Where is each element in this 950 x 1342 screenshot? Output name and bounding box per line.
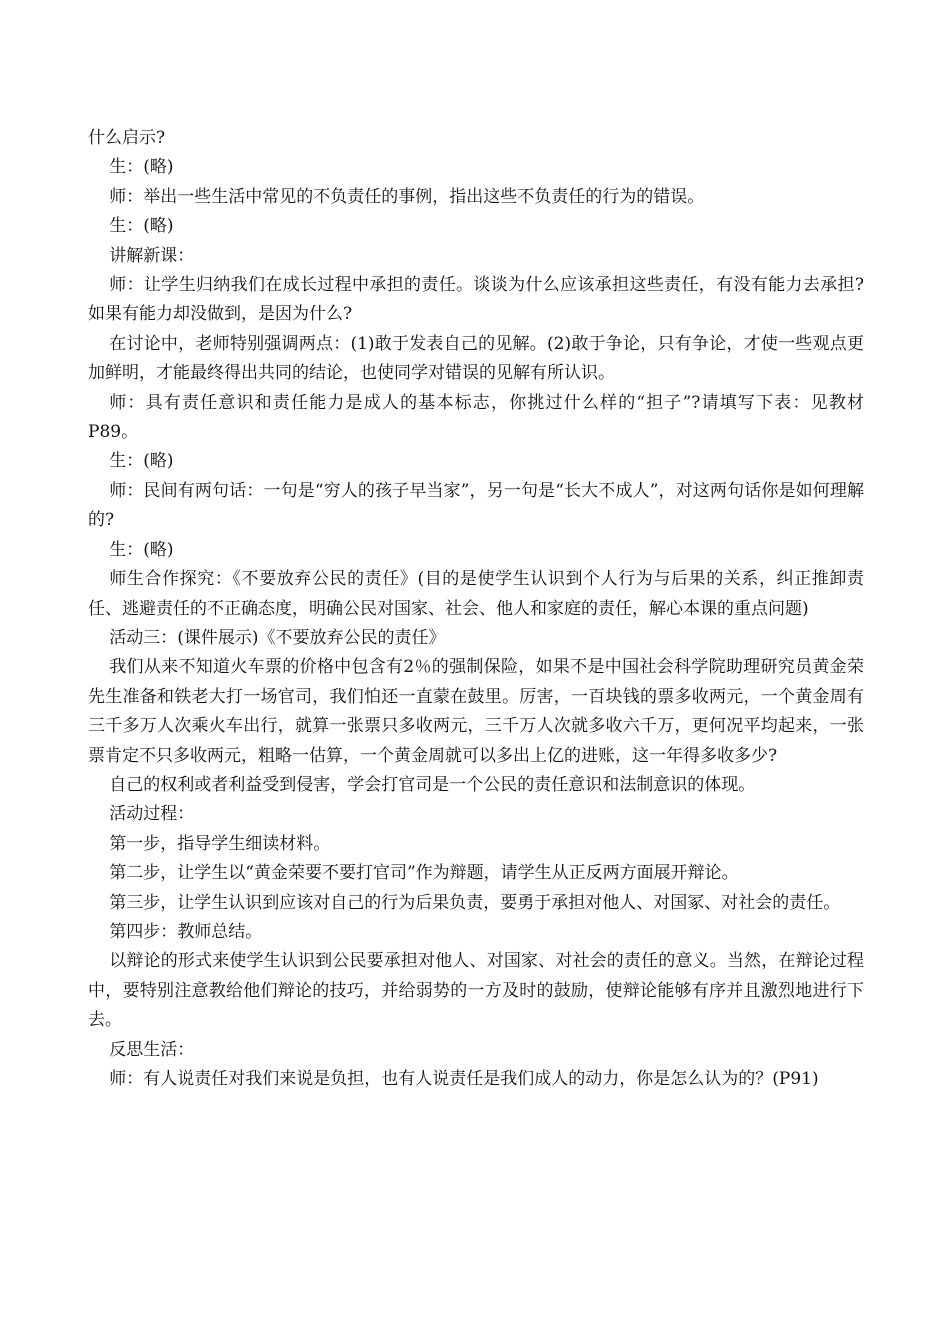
paragraph-step-1: 第一步，指导学生细读材料。 xyxy=(109,833,331,854)
document-body xyxy=(88,124,864,1094)
paragraph-student-reply: 生：(略) xyxy=(109,451,174,472)
paragraph-continuation: 什么启示? xyxy=(88,128,166,148)
paragraph-debate-summary: 以辩论的形式来使学生认识到公民要承担对他人、对国家、对社会的责任的意义。当然，在辩论过程中，要特别注意教给他们辩论的技巧，并给弱势的一方及时的鼓励，使辩论能够有序并且激烈地进行下去。 xyxy=(88,951,864,1031)
paragraph-teacher-prompt: 师：民间有两句话：一句是“穷人的孩子早当家”，另一句是“长大不成人”，对这两句话你是如何理解的? xyxy=(88,480,864,531)
paragraph-case-conclusion: 自己的权利或者利益受到侵害，学会打官司是一个公民的责任意识和法制意识的体现。 xyxy=(109,774,756,795)
paragraph-step-4: 第四步：教师总结。 xyxy=(109,921,263,942)
paragraph-teacher-prompt: 师：让学生归纳我们在成长过程中承担的责任。谈谈为什么应该承担这些责任，有没有能力去承担?如果有能力却没做到，是因为什么? xyxy=(88,275,864,325)
paragraph-teacher-prompt: 师：举出一些生活中常见的不负责任的事例，指出这些不负责任的行为的错误。 xyxy=(109,186,705,207)
paragraph-activity-title: 活动三：(课件展示)《不要放弃公民的责任》 xyxy=(109,627,446,648)
paragraph-step-2: 第二步，让学生以“黄金荣要不要打官司”作为辩题，请学生从正反两方面展开辩论。 xyxy=(109,863,739,884)
paragraph-step-3: 第三步，让学生认识到应该对自己的行为后果负责，要勇于承担对他人、对国冢、对社会的责任。 xyxy=(109,892,841,913)
section-heading-reflection: 反思生活： xyxy=(109,1039,195,1060)
paragraph-student-reply: 生：(略) xyxy=(109,157,174,178)
paragraph-cooperative-inquiry: 师生合作探究：《不要放弃公民的责任》(目的是使学生认识到个人行为与后果的关系，纠正推卸责任、逃避责任的不正确态度，明确公民对国家、社会、他人和家庭的责任，解心本课的重点问题) xyxy=(88,569,864,619)
paragraph-teacher-prompt: 师：有人说责任对我们来说是负担，也有人说责任是我们成人的动力，你是怎么认为的？(P91) xyxy=(109,1069,819,1089)
section-heading-activity-process: 活动过程： xyxy=(109,804,195,825)
paragraph-student-reply: 生：(略) xyxy=(109,216,174,237)
paragraph-student-reply: 生：(略) xyxy=(109,539,174,560)
paragraph-case-material: 我们从来不知道火车票的价格中包含有2％的强制保险，如果不是中国社会科学院助理研究员黄金荣先生准备和铁老大打一场官司，我们怕还一直蒙在鼓里。厉害，一百块钱的票多收两元，一个黄金周有三千多万人次乘火车出行，就算一张票只多收两元，三千万人次就多收六千万，更何况平均起来，一张票肯定不只多收两元，粗略一估算，一个黄金周就可以多出上亿的进账，这一年得多收多少? xyxy=(88,657,864,766)
paragraph-discussion-notes: 在讨论中，老师特别强调两点：(1)敢于发表自己的见解。(2)敢于争论，只有争论，才使一些观点更加鲜明，才能最终得出共同的结论，也使同学对错误的见解有所认识。 xyxy=(88,333,864,384)
section-heading-new-lesson: 讲解新课： xyxy=(109,245,195,266)
paragraph-teacher-prompt: 师：具有责任意识和责任能力是成人的基本标志，你挑过什么样的“担子”?请填写下表：见教材P89。 xyxy=(88,392,864,443)
